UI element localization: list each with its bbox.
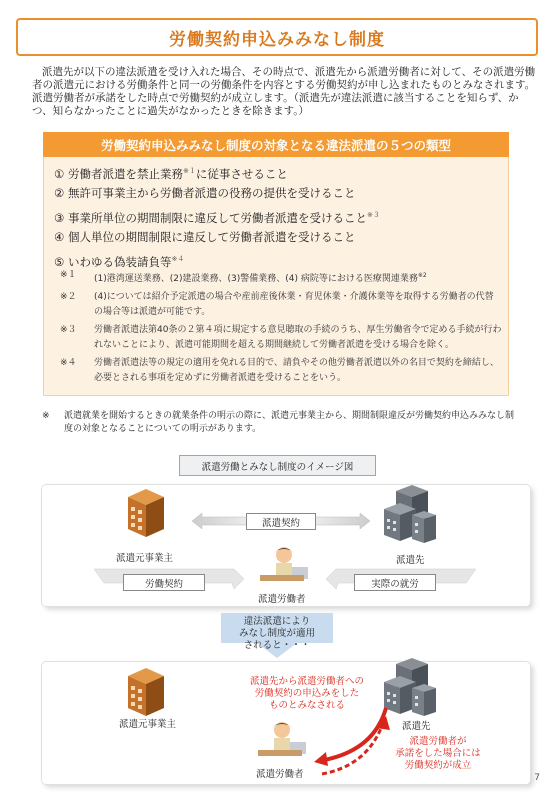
page-title-box [16, 18, 538, 56]
type-item: ① 労働者派遣を禁止業務$^{※1}$に従事させること [54, 166, 288, 181]
worker-icon [254, 720, 314, 764]
violation-types-list [54, 160, 504, 270]
type-item: ④ 個人単位の期間制限に違反して労働者派遣を受けること [54, 230, 356, 244]
type-item: ③ 事業所単位の期間制限に違反して労働者派遣を受けること$^{※3}$ [54, 210, 380, 225]
page-title: 労働契約申込みみなし制度 [169, 29, 385, 50]
violation-types-heading: 労働契約申込みみなし制度の対象となる違法派遣の５つの類型 [43, 132, 509, 157]
callout-line: みなし制度が適用 [238, 628, 315, 639]
accept-arrow-icon [314, 712, 394, 778]
note-item: ※４ 労働者派遣法等の規定の適用を免れる目的で、請負やその他労働者派遣以外の名目で契約を締結し、必要とされる事項を定めずに労働者派遣を受けることをいう。 [60, 358, 499, 383]
dispatch-source-label: 派遣元事業主 [116, 553, 174, 564]
client-buildings-icon [382, 485, 438, 545]
transition-callout [221, 613, 333, 658]
callout-line: 違法派遣により [243, 616, 311, 627]
intro-paragraph: 派遣先が以下の違法派遣を受け入れた場合、その時点で、派遣先から派遣労働者に対して、その派遣労働者の派遣元における労働条件と同一の労働条件を内容とする労働契約が申し込まれたものとみなされます。派遣労働者が承諾をした時点で労働契約が成立します。（派遣先が違法派遣に該当することを知らず、かつ、知らなかったことに過失がなかったときを除きます。） [32, 66, 536, 117]
worker-label: 派遣労働者 [256, 769, 304, 780]
worker-label: 派遣労働者 [258, 594, 306, 605]
client-label: 派遣先 [396, 555, 425, 566]
callout-line: されると・・・ [243, 640, 311, 651]
labor-contract-label: 労働契約 [123, 574, 205, 591]
note-item: ※２ (4)については紹介予定派遣の場合や産前産後休業・育児休業・介護休業等を取得する労働者の代替の場合等は派遣が可能です。 [60, 292, 494, 317]
note-item: ※１ (1)港湾運送業務、(2)建設業務、(3)警備業務、(4) 病院等における医療関連業務$^{※2}$ [60, 270, 427, 284]
offer-deemed-text: 派遣先から派遣労働者への 労働契約の申込みをした ものとみなされる [249, 676, 364, 711]
diagram-after-panel [42, 662, 530, 784]
note-item: ※３ 労働者派遣法第40条の２第４項に規定する意見聴取の手続のうち、厚生労働省令で定める手続が行われないことにより、派遣可能期間を超える期間継続して労働者派遣を受ける場合を除く。 [60, 325, 502, 350]
dispatch-source-building-icon [124, 666, 168, 718]
acceptance-text: 派遣労働者が 承諾をした場合には 労働契約が成立 [395, 736, 481, 771]
client-label: 派遣先 [402, 721, 431, 732]
type-item: ② 無許可事業主から労働者派遣の役務の提供を受けること [54, 186, 356, 200]
dispatch-source-label: 派遣元事業主 [119, 719, 177, 730]
notes-list [60, 268, 502, 389]
actual-work-label: 実際の就労 [354, 574, 436, 591]
page-number: 7 [534, 773, 540, 783]
diagram-before-panel [42, 485, 530, 606]
type-item: ⑤ いわゆる偽装請負等$^{※4}$ [54, 254, 185, 269]
worker-icon [256, 545, 316, 589]
dispatch-contract-label: 派遣契約 [246, 513, 316, 530]
diagram-title: 派遣労働とみなし制度のイメージ図 [179, 455, 376, 476]
footnote: ※ 派遣就業を開始するときの就業条件の明示の際に、派遣元事業主から、期間制限違反が労働契約申込みみなし制度の対象となることについての明示があります。 [42, 411, 515, 434]
dispatch-source-building-icon [124, 487, 168, 539]
